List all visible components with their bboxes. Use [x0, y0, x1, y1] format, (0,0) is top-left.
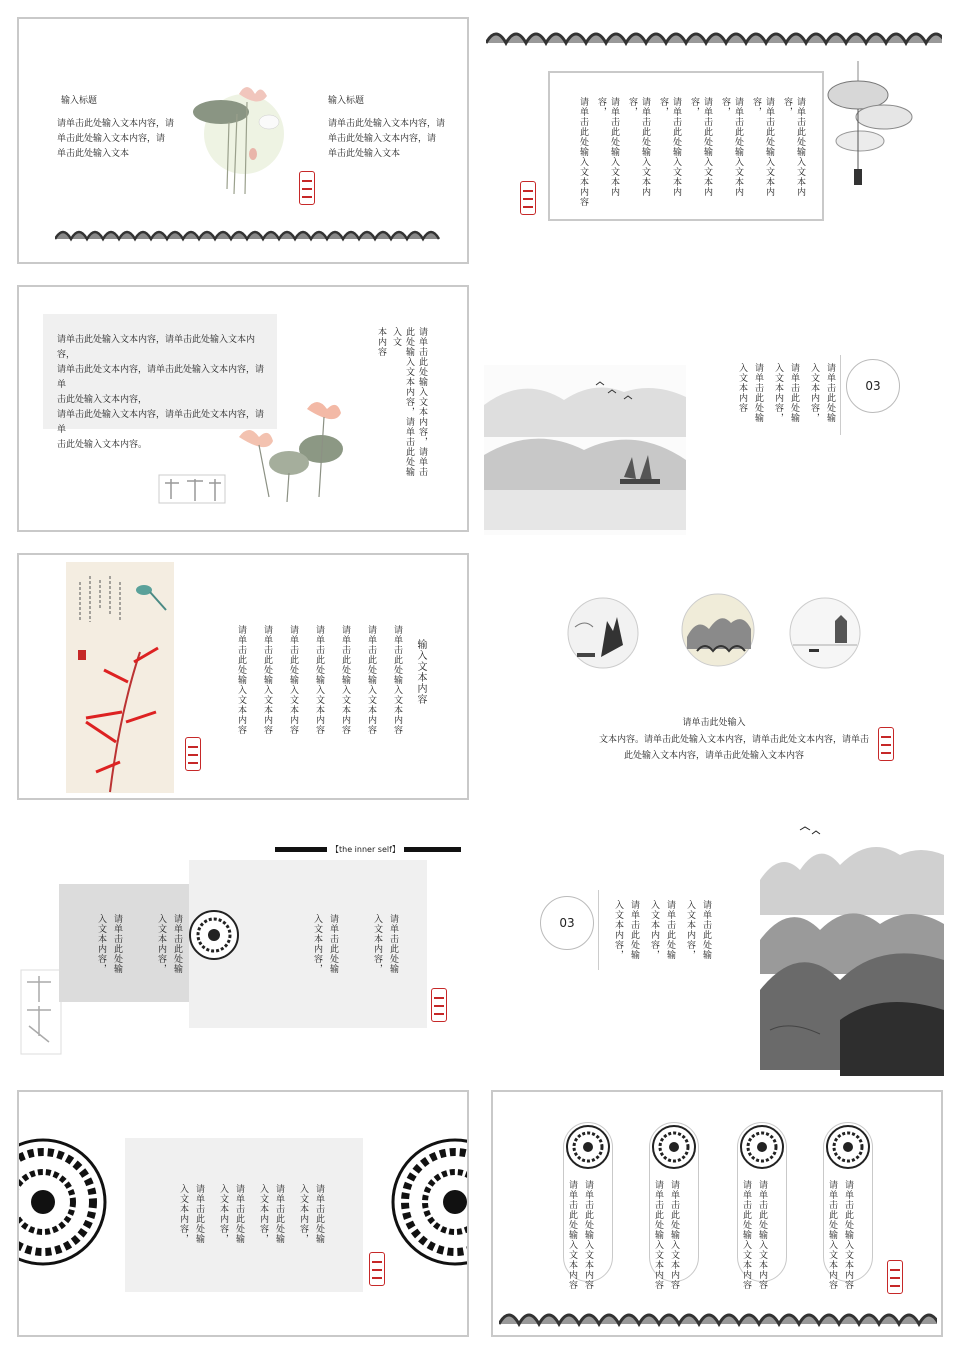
wave-pattern-top: [486, 23, 942, 49]
red-seal-icon: [520, 181, 536, 215]
slide4-col-2: 入文本内容，: [809, 363, 819, 423]
slide1-right-title: 输入标题: [328, 96, 365, 106]
slide3-line-2: 请单击此处文本内容，请单击此处输入文本内容，请单: [57, 365, 265, 390]
slide2-col-3: 请单击此处输入文本内容，: [720, 97, 743, 197]
slide8-col-5: 请单击此处输: [629, 900, 639, 960]
slide5-col-4: 请单击此处输入文本内容: [314, 625, 324, 735]
slide2-columns: [566, 97, 806, 217]
slide5-col-7: 请单击此处输入文本内容: [236, 625, 246, 735]
slide7-right-col-4: 入文本内容，: [312, 914, 322, 974]
red-seal-icon: [878, 727, 894, 761]
slide1-left-body: [57, 117, 197, 162]
slide8-col-2: 入文本内容，: [685, 900, 695, 960]
slide4-columns: [736, 363, 836, 453]
divider-line: [598, 890, 599, 970]
lotus-illustration: [189, 74, 299, 204]
bamboo-bird-painting: [66, 562, 174, 793]
section-number-badge: 03: [540, 896, 594, 950]
slide5-col-5: 请单击此处输入文本内容: [288, 625, 298, 735]
red-seal-icon: [369, 1252, 385, 1286]
slide7-left-col-1: 请单击此处输: [172, 914, 182, 974]
slide5-col-2: 请单击此处输入文本内容: [366, 625, 376, 735]
slide7-left-col-3: 请单击此处输: [112, 914, 122, 974]
slide9-col-1: 请单击此处输: [314, 1184, 324, 1244]
calligraphy-stamp-icon: [17, 966, 77, 1058]
slide8-col-4: 入文本内容，: [649, 900, 659, 960]
slide3-line-5: 击此处输入文本内容。: [57, 440, 148, 450]
slide5-col-6: 请单击此处输入文本内容: [262, 625, 272, 735]
slide1-left-line-3: 单击此处输入文本: [57, 149, 130, 159]
slide10-col-2: 请单击此处输入文本内容: [567, 1180, 577, 1290]
slide5-columns: [223, 625, 403, 735]
slide2-col-6: 请单击此处输入文本内容，: [627, 97, 650, 197]
slide9-col-8: 入文本内容，: [178, 1184, 188, 1244]
slide1-right-line-3: 单击此处输入文本: [328, 149, 401, 159]
slide8-col-6: 入文本内容，: [613, 900, 623, 960]
circle-landscape-2: [681, 593, 755, 667]
slide10-col-3: 请单击此处输入文本内容: [669, 1180, 679, 1290]
slide7-left-col-4: 入文本内容，: [96, 914, 106, 974]
red-seal-icon: [299, 171, 315, 205]
circle-landscape-3: [789, 597, 861, 669]
slide1-right-line-2: 单击此处输入文本内容，请: [328, 134, 437, 144]
slide1-right-line-1: 请单击此处输入文本内容，请: [328, 119, 446, 129]
medallion-icon-4: [825, 1124, 871, 1170]
slide10-col-6: 请单击此处输入文本内容: [741, 1180, 751, 1290]
slide3-vertical-2: 本内容: [376, 327, 386, 357]
slide10-col-4: 请单击此处输入文本内容: [653, 1180, 663, 1290]
slide3-line-4: 请单击此处输入文本内容，请单击此处文本内容，请单: [57, 410, 265, 435]
slide5-title: 输入文本内容: [415, 639, 426, 705]
round-pattern-medallion: [189, 910, 239, 960]
slide2-col-1: 请单击此处输入文本内容，: [782, 97, 805, 197]
slide7-left-columns: [73, 914, 183, 1004]
medallion-icon-3: [739, 1124, 785, 1170]
slide9-col-4: 入文本内容，: [258, 1184, 268, 1244]
slide9-col-6: 入文本内容，: [218, 1184, 228, 1244]
slide10-col-1: 请单击此处输入文本内容: [583, 1180, 593, 1290]
slide8-col-3: 请单击此处输: [665, 900, 675, 960]
slide4-col-5: 请单击此处输: [753, 363, 763, 423]
slide-1: [17, 17, 469, 264]
slide1-left-line-1: 请单击此处输入文本内容，请: [57, 119, 175, 129]
misty-mountain-boat-painting: [484, 365, 686, 535]
medallion-icon-2: [651, 1124, 697, 1170]
hanging-lantern-icon: [824, 61, 920, 191]
slide8-columns: [612, 900, 712, 990]
slide3-vertical-1: 请单击此处输入文本内容，请单击此处输入文本内容，请单击此处输入文: [391, 327, 427, 477]
slide2-col-4: 请单击此处输入文本内容，: [689, 97, 712, 197]
slide4-col-4: 入文本内容，: [773, 363, 783, 423]
section-number-badge: 03: [846, 359, 900, 413]
medallion-icon-1: [565, 1124, 611, 1170]
slide4-col-3: 请单击此处输: [789, 363, 799, 423]
slide5-col-3: 请单击此处输入文本内容: [340, 625, 350, 735]
round-pattern-medallion-left: [17, 1132, 109, 1272]
slide4-col-1: 请单击此处输: [825, 363, 835, 423]
slide2-col-5: 请单击此处输入文本内容，: [658, 97, 681, 197]
slide2-col-8: 请单击此处输入文本内容: [578, 97, 588, 207]
slide10-col-5: 请单击此处输入文本内容: [757, 1180, 767, 1290]
slide6-line-2: 文本内容。请单击此处输入文本内容，请单击此处文本内容，请单击: [598, 735, 869, 745]
slide9-col-2: 入文本内容，: [298, 1184, 308, 1244]
slide7-right-col-2: 入文本内容，: [372, 914, 382, 974]
slide6-line-3: 此处输入文本内容，请单击此处输入文本内容: [623, 751, 804, 761]
slide-3: [17, 285, 469, 532]
red-seal-icon: [887, 1260, 903, 1294]
slide-4: [484, 285, 944, 535]
wave-pattern-border: [55, 227, 440, 243]
slide-2: [484, 17, 944, 257]
slide1-right-body: [328, 117, 468, 162]
slide7-left-col-2: 入文本内容，: [156, 914, 166, 974]
slide-6: [484, 553, 944, 803]
slide9-col-7: 请单击此处输: [194, 1184, 204, 1244]
slide2-col-2: 请单击此处输入文本内容，: [751, 97, 774, 197]
slide7-right-col-1: 请单击此处输: [388, 914, 398, 974]
slide9-columns: [165, 1184, 325, 1274]
slide7-right-col-3: 请单击此处输: [328, 914, 338, 974]
slide-5: [17, 553, 469, 800]
slide1-left-title: 输入标题: [61, 96, 98, 106]
slide9-col-3: 请单击此处输: [274, 1184, 284, 1244]
slide8-col-1: 请单击此处输: [701, 900, 711, 960]
slide6-line-1: 请单击此处输入: [682, 718, 746, 728]
slide10-col-7: 请单击此处输入文本内容: [843, 1180, 853, 1290]
slide7-right-columns: [289, 914, 399, 1004]
slide-9: [17, 1090, 469, 1337]
slide1-left-line-2: 单击此处输入文本内容，请: [57, 134, 166, 144]
red-seal-icon: [185, 737, 201, 771]
slide3-line-1: 请单击此处输入文本内容，请单击此处输入文本内容，: [57, 335, 256, 360]
slide-8: [484, 820, 944, 1078]
slide-10: [491, 1090, 943, 1337]
slide3-line-3: 击此处输入文本内容，: [57, 395, 148, 405]
slide5-col-1: 请单击此处输入文本内容: [392, 625, 402, 735]
lotus-flowers-illustration: [229, 397, 369, 507]
inner-self-tag: 【the inner self】: [327, 844, 404, 856]
slide9-col-5: 请单击此处输: [234, 1184, 244, 1244]
calligraphy-stamp-icon: [157, 465, 227, 510]
wave-pattern-bottom: [499, 1302, 937, 1330]
red-seal-icon: [431, 988, 447, 1022]
slide-7: [17, 840, 469, 1065]
circle-landscape-1: [567, 597, 639, 669]
ink-mountain-landscape-painting: [760, 820, 944, 1076]
slide4-col-6: 入文本内容: [737, 363, 747, 413]
round-pattern-medallion-right: [391, 1132, 469, 1272]
slide10-col-8: 请单击此处输入文本内容: [827, 1180, 837, 1290]
slide2-col-7: 请单击此处输入文本内容，: [596, 97, 619, 197]
divider-line: [840, 355, 841, 435]
